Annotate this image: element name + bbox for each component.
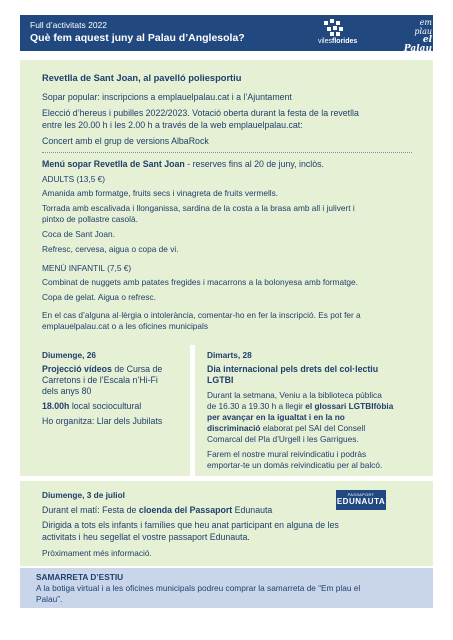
revetlla-title: Revetlla de Sant Joan, al pavelló poliesportiu [42,73,242,83]
dimarts-28-date: Dimarts, 28 [207,350,252,360]
juliol-date: Diumenge, 3 de juliol [42,490,125,500]
adults-item-4: Refresc, cervesa, aigua o copa de vi. [42,244,179,254]
dimarts-28-mural2: emportar-te un domàs reivindicatiu per al balcó. [207,460,383,470]
header-banner [20,15,433,54]
dimarts-28-mural1: Farem el nostre mural reivindicatiu i podràs [207,449,367,459]
dotted-divider [42,152,412,153]
dimarts-28-body4: discriminació elaborat pel SAI del Consell [207,423,366,433]
kids-item-2: Copa de gelat. Aigua o refresc. [42,292,156,302]
revetlla-line3: Concert amb el grup de versions AlbaRock [42,136,209,146]
diumenge-26-line1: Projecció vídeos de Cursa de [42,364,163,374]
adults-label: ADULTS (13,5 €) [42,174,106,184]
diumenge-26-date: Diumenge, 26 [42,350,96,360]
viles-florides-logo [318,19,378,49]
kids-label: MENÚ INFANTIL (7,5 €) [42,263,132,273]
juliol-line1: Durant el matí: Festa de cloenda del Passaport Edunauta [42,505,273,515]
adults-item-1: Amanida amb formatge, fruits secs i vinagreta de fruits vermells. [42,188,279,198]
header-title: Què fem aquest juny al Palau d’Anglesola? [30,32,245,44]
samarreta-line1: A la botiga virtual i a les oficines municipals podreu comprar la samarreta de “Em plau el [36,583,361,593]
diumenge-26-line3: dels anys 80 [42,386,92,396]
dimarts-28-title2: LGTBI [207,375,234,385]
revetlla-line2b: entre les 20.00 h i les 2.00 h a través de la web emplauelpalau.cat: [42,120,303,130]
juliol-line2a: Dirigida a tots els infants i famílies que heu anat participant en alguna de les [42,520,339,530]
viles-florides-text: vilesflorides [318,38,358,45]
revetlla-line1: Sopar popular: inscripcions a emplauelpalau.cat i a l’Ajuntament [42,92,292,102]
menu-title-suffix: - reserves fins al 20 de juny, inclòs. [184,159,324,169]
diumenge-26-line2: Carretons i de l’Escala n’Hi-Fi [42,375,158,385]
kids-item-1: Combinat de nuggets amb patates fregides i macarrons a la bolonyesa amb formatge. [42,277,358,287]
juliol-line3: Pròximament més informació. [42,548,152,558]
dimarts-28-body5: Comarcal del Pla d’Urgell i les Garrigues. [207,434,359,444]
dimarts-28-title1: Dia internacional pels drets del col·lectiu [207,364,379,374]
adults-item-2b: pintxo de pollastre casolà. [42,214,138,224]
allergy-note-a: En el cas d’alguna al·lèrgia o intolerància, comentar-ho en fer la inscripció. Es pot fer a [42,310,361,320]
passaport-edunauta-badge: PASSAPORT EDUNAUTA [336,490,386,510]
dimarts-28-body1: Durant la setmana, Veniu a la biblioteca pública [207,390,382,400]
adults-item-2a: Torrada amb escalivada i llonganissa, sardina de la costa a la brasa amb all i julivert i [42,203,355,213]
menu-title-line [42,159,324,171]
dimarts-28-body2: de 16.30 a 19.30 h a llegir el glossari LGTBIfòbia [207,401,394,411]
menu-title: Menú sopar Revetlla de Sant Joan [42,159,185,169]
header-subtitle: Full d’activitats 2022 [30,20,108,30]
diumenge-26-time: 18.00h local sociocultural [42,401,142,411]
revetlla-line2a: Elecció d’hereus i pubilles 2022/2023. Votació oberta durant la festa de la revetlla [42,108,359,118]
dimarts-28-body3: per avançar en la igualtat i en la no [207,412,345,422]
allergy-note-b: emplauelpalau.cat o a les oficines municipals [42,321,209,331]
viles-florides-mark-icon [324,19,354,37]
em-plau-el-palau-logo: em plau el Palau [403,18,432,54]
samarreta-title: SAMARRETA D’ESTIU [36,572,124,582]
juliol-line2b: activitats i heu segellat el vostre passaport Edunauta. [42,532,250,542]
diumenge-26-organizer: Ho organitza: Llar dels Jubilats [42,416,163,426]
samarreta-line2: Palau”. [36,594,63,604]
adults-item-3: Coca de Sant Joan. [42,229,115,239]
